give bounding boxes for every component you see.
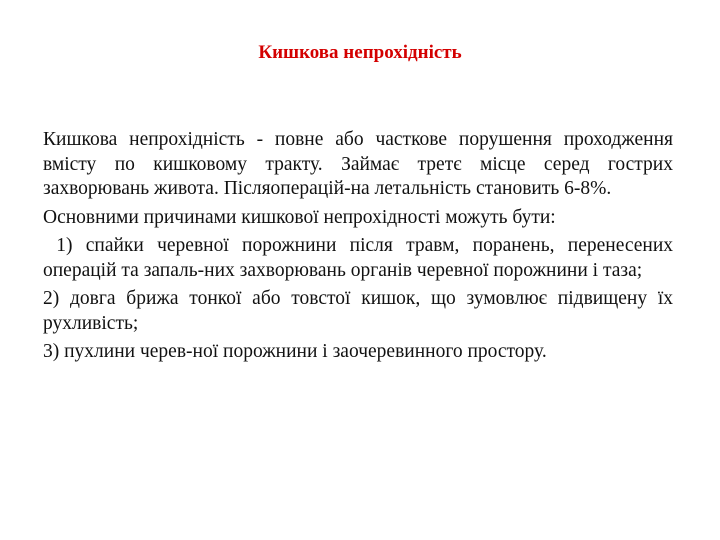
slide-body <box>43 128 678 365</box>
cause-item-3: 3) пухлини черев-ної порожнини і заочеревинного простору. <box>43 341 547 362</box>
slide-title: Кишкова непрохідність <box>258 42 462 63</box>
cause-item-2: 2) довга брижа тонкої або товстої кишок, що зумовлює підвищену їх рухливість; <box>43 288 673 334</box>
cause-item-1: 1) спайки черевної порожнини після травм, поранень, перенесених операцій та запаль-них захворювань органів черевної порожнини і таза; <box>43 235 678 281</box>
definition-paragraph: Кишкова непрохідність - повне або часткове порушення проходження вмісту по кишковому тракту. Займає третє місце серед гострих захворювань живота. Післяоперацій-на летальність становить 6-8%. <box>43 129 673 199</box>
causes-intro: Основними причинами кишкової непрохідності можуть бути: <box>43 206 556 228</box>
